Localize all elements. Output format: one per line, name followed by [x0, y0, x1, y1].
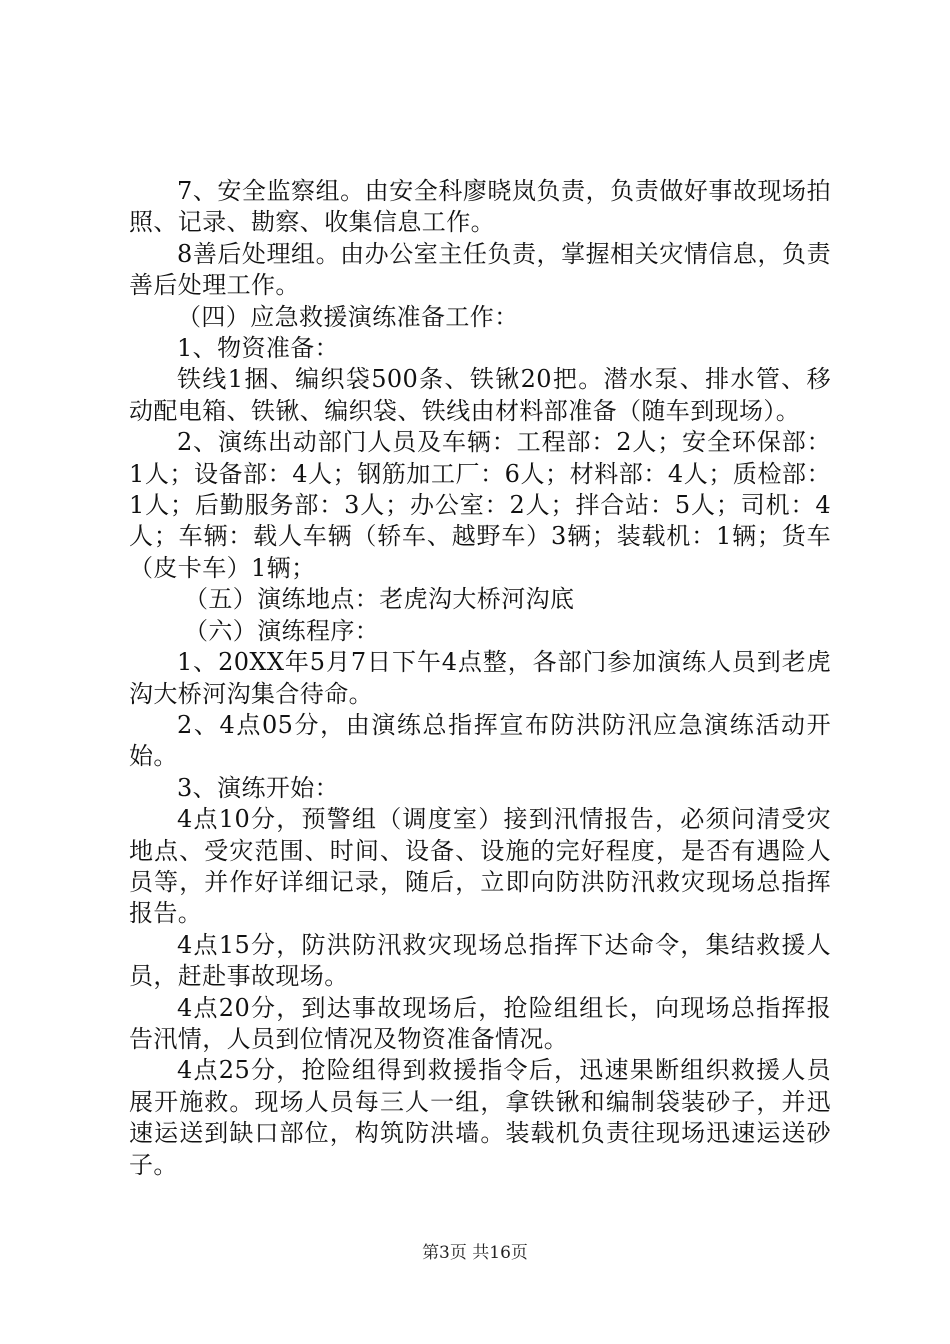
paragraph: （六）演练程序： [184, 616, 380, 645]
paragraph: 4点15分，防洪防汛救灾现场总指挥下达命令，集结救援人员，赶赴事故现场。 [129, 930, 831, 991]
paragraph: 4点10分，预警组（调度室）接到汛情报告，必须问清受灾地点、受灾范围、时间、设备、设施的完好程度，是否有遇险人员等，并作好详细记录，随后，立即向防洪防汛救灾现场总指挥报告。 [129, 805, 831, 928]
paragraph: 2、演练出动部门人员及车辆：工程部：2人；安全环保部：1人；设备部：4人；钢筋加工厂：6人；材料部：4人；质检部：1人；后勤服务部：3人；办公室：2人；拌合站：5人；司机：4人；车辆：载人车辆（轿车、越野车）3辆；装载机：1辆；货车（皮卡车）1辆； [129, 428, 831, 582]
paragraph: 2、4点05分，由演练总指挥宣布防洪防汛应急演练活动开始。 [129, 710, 831, 771]
paragraph: （五）演练地点：老虎沟大桥河沟底 [184, 585, 575, 614]
page-footer [0, 1243, 950, 1263]
paragraph: 1、20XX年5月7日下午4点整，各部门参加演练人员到老虎沟大桥河沟集合待命。 [129, 648, 831, 708]
paragraph: 4点20分，到达事故现场后，抢险组组长，向现场总指挥报告汛情，人员到位情况及物资准备情况。 [129, 993, 831, 1053]
paragraph: 铁线1捆、编织袋500条、铁锹20把。潜水泵、排水管、移动配电箱、铁锹、编织袋、铁线由材料部准备（随车到现场）。 [129, 365, 831, 425]
page-number: 第3页 共16页 [422, 1243, 528, 1263]
paragraph: （四）应急救援演练准备工作： [177, 302, 519, 331]
paragraph: 4点25分，抢险组得到救援指令后，迅速果断组织救援人员展开施救。现场人员每三人一组，拿铁锹和编制袋装砂子，并迅速运送到缺口部位，构筑防洪墙。装载机负责往现场迅速运送砂子。 [129, 1056, 831, 1179]
paragraph: 1、物资准备： [177, 334, 340, 363]
paragraph: 8善后处理组。由办公室主任负责，掌握相关灾情信息，负责善后处理工作。 [129, 239, 831, 300]
document-body [129, 176, 831, 1181]
paragraph: 7、安全监察组。由安全科廖晓岚负责，负责做好事故现场拍照、记录、勘察、收集信息工作。 [129, 177, 831, 237]
paragraph: 3、演练开始： [177, 773, 340, 802]
